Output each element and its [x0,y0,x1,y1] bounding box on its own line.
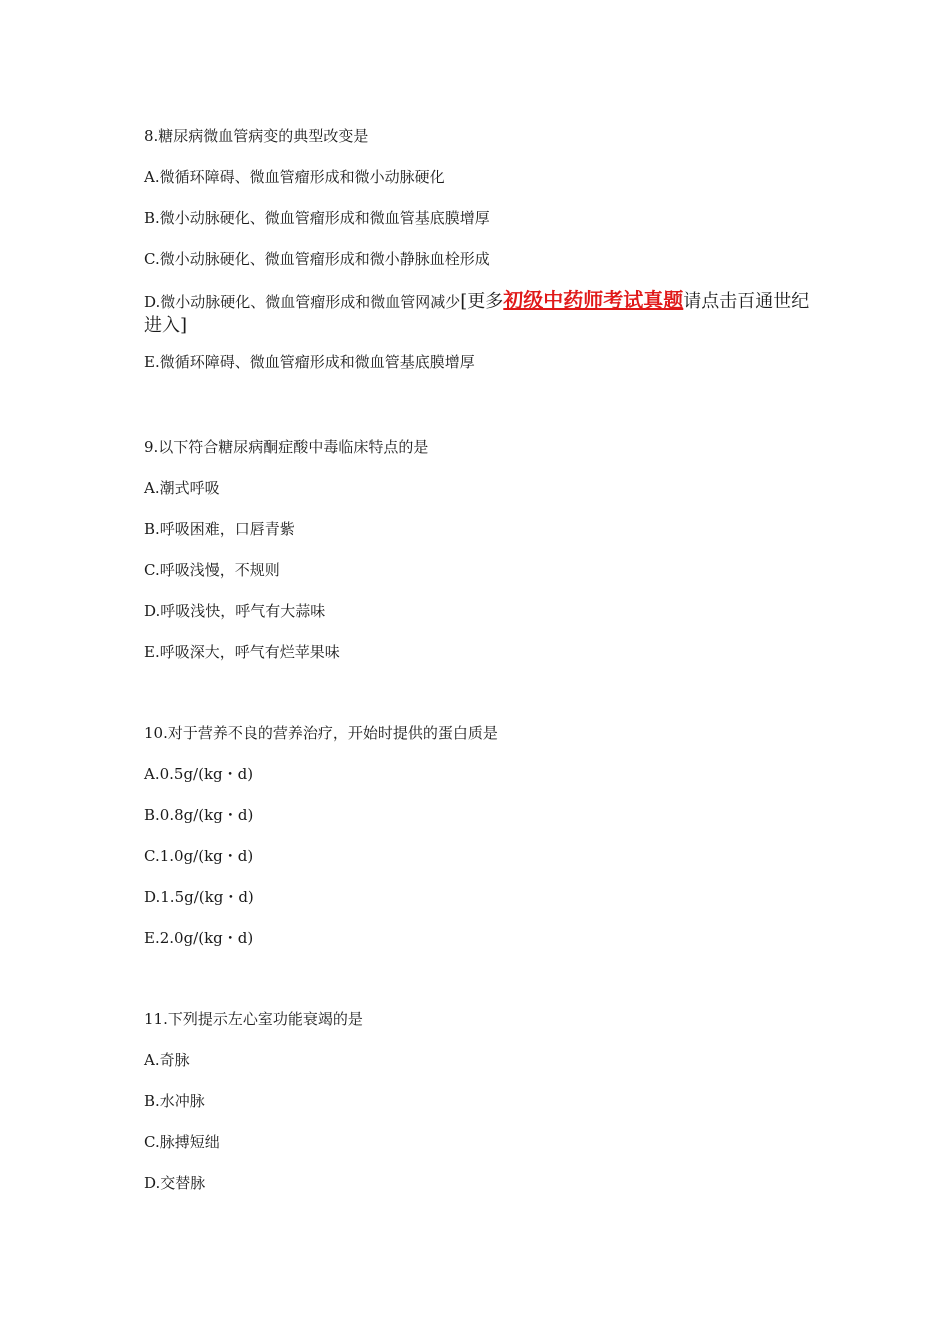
promo-link[interactable]: 初级中药师考试真题 [503,288,684,312]
option-a: A.潮式呼吸 [144,479,220,497]
option-a: A.0.5g/(kg・d) [144,765,254,783]
option-c: C.脉搏短绌 [144,1133,220,1151]
option-d [144,290,824,338]
question-stem: 10.对于营养不良的营养治疗，开始时提供的蛋白质是 [144,724,498,742]
option-d: D.交替脉 [144,1174,206,1192]
option-d: D.呼吸浅快，呼气有大蒜味 [144,602,326,620]
option-e: E.2.0g/(kg・d) [144,929,254,947]
question-10 [144,723,824,969]
option-d: D.1.5g/(kg・d) [144,888,254,906]
option-b: B.水冲脉 [144,1092,205,1110]
question-stem: 11.下列提示左心室功能衰竭的是 [144,1010,363,1028]
option-b: B.微小动脉硬化、微血管瘤形成和微血管基底膜增厚 [144,209,490,227]
question-11 [144,1009,824,1214]
option-d-text: D.微小动脉硬化、微血管瘤形成和微血管网减少 [144,293,461,311]
option-a: A.微循环障碍、微血管瘤形成和微小动脉硬化 [144,168,445,186]
promo-prefix: [更多 [460,291,504,312]
option-a: A.奇脉 [144,1051,190,1069]
option-c: C.微小动脉硬化、微血管瘤形成和微小静脉血栓形成 [144,250,490,268]
option-e: E.微循环障碍、微血管瘤形成和微血管基底膜增厚 [144,353,475,371]
option-c: C.1.0g/(kg・d) [144,847,254,865]
question-9 [144,437,824,683]
option-e: E.呼吸深大，呼气有烂苹果味 [144,643,340,661]
question-stem: 9.以下符合糖尿病酮症酸中毒临床特点的是 [144,438,429,456]
option-b: B.0.8g/(kg・d) [144,806,254,824]
question-8 [144,126,824,393]
question-stem: 8.糖尿病微血管病变的典型改变是 [144,127,369,145]
promo-suffix: 请点击百通世纪进入] [144,291,810,336]
option-c: C.呼吸浅慢，不规则 [144,561,280,579]
option-b: B.呼吸困难，口唇青紫 [144,520,295,538]
